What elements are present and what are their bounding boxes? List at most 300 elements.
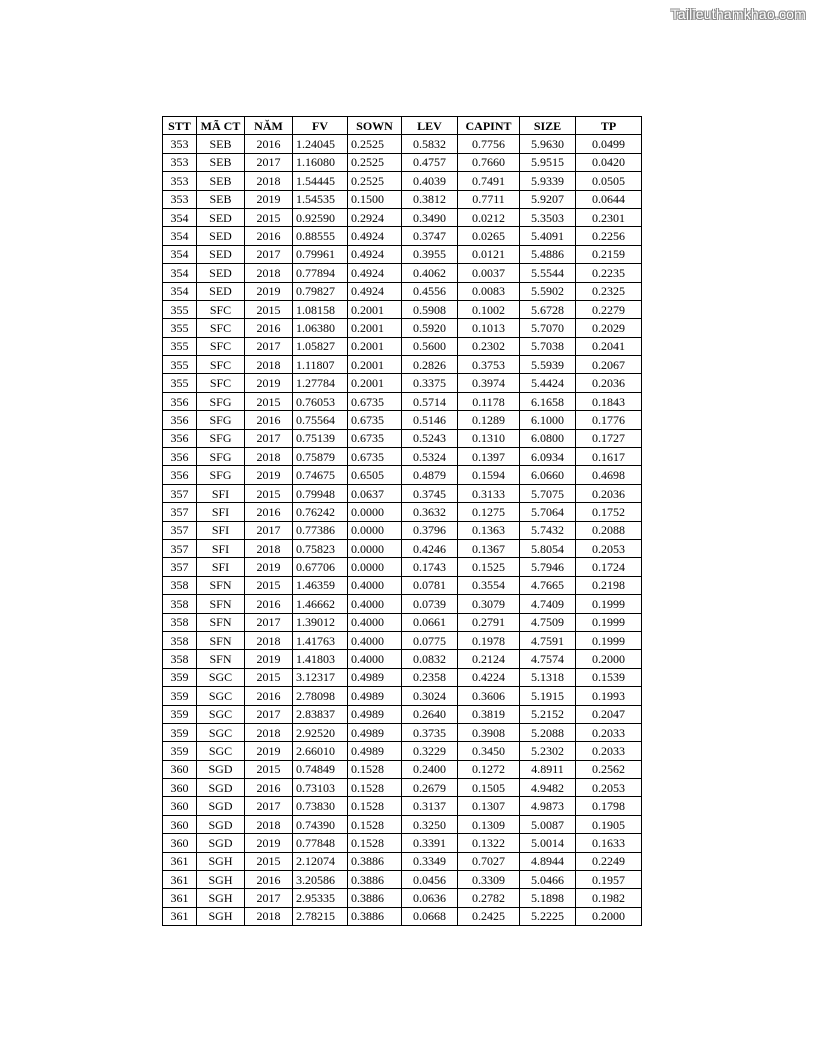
cell-fv: 0.77848 xyxy=(293,834,348,852)
cell-tp: 0.2047 xyxy=(576,705,642,723)
cell-capint: 0.2782 xyxy=(458,889,520,907)
cell-size: 5.6728 xyxy=(520,300,576,318)
table-row xyxy=(163,392,642,410)
cell-ma-ct: SFC xyxy=(197,319,245,337)
cell-sown: 0.1528 xyxy=(348,834,402,852)
cell-capint: 0.1322 xyxy=(458,834,520,852)
cell-sown: 0.2001 xyxy=(348,356,402,374)
table-row xyxy=(163,889,642,907)
cell-lev: 0.5324 xyxy=(402,448,458,466)
cell-capint: 0.7027 xyxy=(458,852,520,870)
cell-ma-ct: SFC xyxy=(197,356,245,374)
cell-ma-ct: SGC xyxy=(197,742,245,760)
cell-sown: 0.2924 xyxy=(348,208,402,226)
cell-sown: 0.4924 xyxy=(348,245,402,263)
cell-fv: 1.16080 xyxy=(293,153,348,171)
cell-size: 5.9207 xyxy=(520,190,576,208)
cell-size: 5.2302 xyxy=(520,742,576,760)
cell-ma-ct: SFG xyxy=(197,448,245,466)
cell-size: 5.0087 xyxy=(520,815,576,833)
cell-fv: 2.78098 xyxy=(293,687,348,705)
cell-tp: 0.1999 xyxy=(576,613,642,631)
column-header-lev: LEV xyxy=(402,117,458,135)
cell-size: 5.2088 xyxy=(520,723,576,741)
cell-capint: 0.1310 xyxy=(458,429,520,447)
cell-nam: 2017 xyxy=(245,153,293,171)
cell-nam: 2017 xyxy=(245,889,293,907)
table-row xyxy=(163,687,642,705)
cell-capint: 0.1309 xyxy=(458,815,520,833)
cell-stt: 357 xyxy=(163,484,197,502)
cell-fv: 2.83837 xyxy=(293,705,348,723)
cell-capint: 0.2302 xyxy=(458,337,520,355)
cell-sown: 0.3886 xyxy=(348,907,402,925)
cell-capint: 0.7491 xyxy=(458,172,520,190)
table-row xyxy=(163,374,642,392)
cell-lev: 0.3747 xyxy=(402,227,458,245)
cell-lev: 0.4039 xyxy=(402,172,458,190)
cell-lev: 0.3229 xyxy=(402,742,458,760)
cell-size: 5.7064 xyxy=(520,503,576,521)
cell-lev: 0.0781 xyxy=(402,576,458,594)
table-row xyxy=(163,245,642,263)
cell-fv: 2.95335 xyxy=(293,889,348,907)
table-row xyxy=(163,576,642,594)
cell-nam: 2018 xyxy=(245,815,293,833)
cell-tp: 0.1798 xyxy=(576,797,642,815)
cell-stt: 357 xyxy=(163,539,197,557)
cell-lev: 0.5832 xyxy=(402,135,458,153)
cell-nam: 2016 xyxy=(245,135,293,153)
cell-nam: 2017 xyxy=(245,705,293,723)
table-row xyxy=(163,135,642,153)
cell-ma-ct: SGH xyxy=(197,852,245,870)
cell-size: 5.7946 xyxy=(520,558,576,576)
table-row xyxy=(163,815,642,833)
cell-tp: 0.1843 xyxy=(576,392,642,410)
cell-nam: 2019 xyxy=(245,190,293,208)
cell-nam: 2018 xyxy=(245,264,293,282)
cell-stt: 356 xyxy=(163,429,197,447)
cell-sown: 0.0000 xyxy=(348,558,402,576)
cell-lev: 0.0739 xyxy=(402,595,458,613)
cell-sown: 0.4989 xyxy=(348,668,402,686)
cell-tp: 0.2036 xyxy=(576,484,642,502)
cell-size: 5.4091 xyxy=(520,227,576,245)
cell-nam: 2016 xyxy=(245,227,293,245)
cell-tp: 0.2562 xyxy=(576,760,642,778)
cell-nam: 2019 xyxy=(245,558,293,576)
column-header-fv: FV xyxy=(293,117,348,135)
table-row xyxy=(163,595,642,613)
cell-size: 5.0014 xyxy=(520,834,576,852)
cell-stt: 358 xyxy=(163,650,197,668)
cell-fv: 1.39012 xyxy=(293,613,348,631)
cell-tp: 0.1776 xyxy=(576,411,642,429)
cell-sown: 0.3886 xyxy=(348,852,402,870)
cell-capint: 0.1594 xyxy=(458,466,520,484)
cell-stt: 354 xyxy=(163,208,197,226)
table-row xyxy=(163,779,642,797)
cell-ma-ct: SED xyxy=(197,208,245,226)
cell-size: 6.0934 xyxy=(520,448,576,466)
cell-sown: 0.4989 xyxy=(348,687,402,705)
cell-tp: 0.1752 xyxy=(576,503,642,521)
cell-capint: 0.1275 xyxy=(458,503,520,521)
cell-nam: 2018 xyxy=(245,631,293,649)
cell-capint: 0.1525 xyxy=(458,558,520,576)
cell-tp: 0.1617 xyxy=(576,448,642,466)
cell-tp: 0.0644 xyxy=(576,190,642,208)
cell-size: 4.8911 xyxy=(520,760,576,778)
cell-stt: 355 xyxy=(163,374,197,392)
cell-lev: 0.0832 xyxy=(402,650,458,668)
cell-nam: 2019 xyxy=(245,466,293,484)
cell-capint: 0.3450 xyxy=(458,742,520,760)
table-row xyxy=(163,503,642,521)
table-row xyxy=(163,411,642,429)
cell-lev: 0.4246 xyxy=(402,539,458,557)
cell-tp: 0.2033 xyxy=(576,723,642,741)
cell-tp: 0.2159 xyxy=(576,245,642,263)
cell-fv: 3.12317 xyxy=(293,668,348,686)
cell-sown: 0.4924 xyxy=(348,282,402,300)
cell-ma-ct: SGD xyxy=(197,797,245,815)
cell-lev: 0.3024 xyxy=(402,687,458,705)
cell-stt: 361 xyxy=(163,889,197,907)
cell-stt: 357 xyxy=(163,558,197,576)
cell-capint: 0.1307 xyxy=(458,797,520,815)
cell-stt: 360 xyxy=(163,760,197,778)
cell-stt: 353 xyxy=(163,172,197,190)
cell-fv: 0.79961 xyxy=(293,245,348,263)
cell-size: 4.7509 xyxy=(520,613,576,631)
cell-capint: 0.1272 xyxy=(458,760,520,778)
cell-capint: 0.1363 xyxy=(458,521,520,539)
cell-stt: 359 xyxy=(163,705,197,723)
table-row xyxy=(163,558,642,576)
cell-nam: 2016 xyxy=(245,687,293,705)
cell-capint: 0.0265 xyxy=(458,227,520,245)
cell-ma-ct: SFI xyxy=(197,521,245,539)
cell-nam: 2017 xyxy=(245,797,293,815)
cell-nam: 2017 xyxy=(245,521,293,539)
cell-capint: 0.2425 xyxy=(458,907,520,925)
cell-size: 5.1898 xyxy=(520,889,576,907)
cell-size: 5.9515 xyxy=(520,153,576,171)
cell-ma-ct: SGC xyxy=(197,668,245,686)
cell-ma-ct: SFN xyxy=(197,631,245,649)
cell-ma-ct: SFI xyxy=(197,503,245,521)
cell-size: 6.1658 xyxy=(520,392,576,410)
cell-lev: 0.3490 xyxy=(402,208,458,226)
table-row xyxy=(163,227,642,245)
cell-nam: 2018 xyxy=(245,448,293,466)
cell-sown: 0.2525 xyxy=(348,172,402,190)
cell-tp: 0.2301 xyxy=(576,208,642,226)
cell-capint: 0.0212 xyxy=(458,208,520,226)
cell-capint: 0.1978 xyxy=(458,631,520,649)
cell-size: 5.1915 xyxy=(520,687,576,705)
cell-capint: 0.7660 xyxy=(458,153,520,171)
cell-tp: 0.1999 xyxy=(576,595,642,613)
cell-lev: 0.3375 xyxy=(402,374,458,392)
cell-lev: 0.3391 xyxy=(402,834,458,852)
cell-capint: 0.7756 xyxy=(458,135,520,153)
cell-tp: 0.0505 xyxy=(576,172,642,190)
cell-lev: 0.0661 xyxy=(402,613,458,631)
cell-capint: 0.4224 xyxy=(458,668,520,686)
table-row xyxy=(163,852,642,870)
cell-tp: 0.1999 xyxy=(576,631,642,649)
cell-lev: 0.3250 xyxy=(402,815,458,833)
cell-ma-ct: SEB xyxy=(197,190,245,208)
cell-nam: 2016 xyxy=(245,595,293,613)
table-row xyxy=(163,319,642,337)
cell-stt: 361 xyxy=(163,871,197,889)
cell-ma-ct: SEB xyxy=(197,135,245,153)
cell-sown: 0.4989 xyxy=(348,742,402,760)
cell-tp: 0.0420 xyxy=(576,153,642,171)
cell-nam: 2015 xyxy=(245,484,293,502)
cell-stt: 358 xyxy=(163,613,197,631)
cell-tp: 0.2029 xyxy=(576,319,642,337)
cell-ma-ct: SED xyxy=(197,264,245,282)
cell-tp: 0.2067 xyxy=(576,356,642,374)
column-header-sown: SOWN xyxy=(348,117,402,135)
cell-stt: 354 xyxy=(163,245,197,263)
cell-ma-ct: SED xyxy=(197,282,245,300)
cell-ma-ct: SFC xyxy=(197,300,245,318)
cell-sown: 0.4989 xyxy=(348,723,402,741)
cell-size: 5.7075 xyxy=(520,484,576,502)
cell-tp: 0.2198 xyxy=(576,576,642,594)
cell-ma-ct: SFI xyxy=(197,484,245,502)
cell-fv: 0.76053 xyxy=(293,392,348,410)
cell-stt: 359 xyxy=(163,723,197,741)
cell-sown: 0.2001 xyxy=(348,337,402,355)
cell-sown: 0.1528 xyxy=(348,815,402,833)
cell-tp: 0.2053 xyxy=(576,779,642,797)
cell-stt: 353 xyxy=(163,135,197,153)
cell-size: 4.7665 xyxy=(520,576,576,594)
cell-ma-ct: SFG xyxy=(197,411,245,429)
cell-capint: 0.3974 xyxy=(458,374,520,392)
cell-nam: 2019 xyxy=(245,282,293,300)
cell-nam: 2015 xyxy=(245,392,293,410)
cell-tp: 0.1905 xyxy=(576,815,642,833)
cell-capint: 0.2791 xyxy=(458,613,520,631)
cell-capint: 0.3606 xyxy=(458,687,520,705)
cell-nam: 2016 xyxy=(245,411,293,429)
cell-lev: 0.5908 xyxy=(402,300,458,318)
cell-lev: 0.5600 xyxy=(402,337,458,355)
cell-nam: 2019 xyxy=(245,650,293,668)
cell-stt: 359 xyxy=(163,668,197,686)
cell-stt: 356 xyxy=(163,466,197,484)
cell-nam: 2017 xyxy=(245,245,293,263)
cell-capint: 0.3079 xyxy=(458,595,520,613)
table-row xyxy=(163,742,642,760)
cell-stt: 354 xyxy=(163,282,197,300)
cell-capint: 0.3554 xyxy=(458,576,520,594)
cell-fv: 0.74849 xyxy=(293,760,348,778)
cell-lev: 0.2679 xyxy=(402,779,458,797)
cell-ma-ct: SFC xyxy=(197,337,245,355)
cell-lev: 0.1743 xyxy=(402,558,458,576)
cell-tp: 0.1982 xyxy=(576,889,642,907)
cell-fv: 1.08158 xyxy=(293,300,348,318)
cell-lev: 0.3735 xyxy=(402,723,458,741)
cell-sown: 0.2525 xyxy=(348,153,402,171)
cell-capint: 0.3309 xyxy=(458,871,520,889)
cell-ma-ct: SGH xyxy=(197,889,245,907)
cell-size: 5.4886 xyxy=(520,245,576,263)
cell-size: 4.7574 xyxy=(520,650,576,668)
cell-fv: 0.75823 xyxy=(293,539,348,557)
cell-sown: 0.0000 xyxy=(348,521,402,539)
cell-ma-ct: SFI xyxy=(197,558,245,576)
cell-ma-ct: SGC xyxy=(197,723,245,741)
cell-lev: 0.3796 xyxy=(402,521,458,539)
cell-size: 4.7591 xyxy=(520,631,576,649)
cell-sown: 0.6735 xyxy=(348,392,402,410)
table-row xyxy=(163,907,642,925)
cell-ma-ct: SFG xyxy=(197,392,245,410)
cell-lev: 0.2640 xyxy=(402,705,458,723)
cell-fv: 1.06380 xyxy=(293,319,348,337)
table-row xyxy=(163,208,642,226)
cell-size: 5.8054 xyxy=(520,539,576,557)
cell-nam: 2019 xyxy=(245,742,293,760)
cell-size: 6.0660 xyxy=(520,466,576,484)
cell-ma-ct: SFG xyxy=(197,466,245,484)
cell-nam: 2015 xyxy=(245,208,293,226)
cell-stt: 355 xyxy=(163,337,197,355)
cell-nam: 2018 xyxy=(245,907,293,925)
cell-fv: 1.41763 xyxy=(293,631,348,649)
cell-ma-ct: SED xyxy=(197,245,245,263)
cell-nam: 2019 xyxy=(245,374,293,392)
cell-capint: 0.3819 xyxy=(458,705,520,723)
cell-sown: 0.4000 xyxy=(348,650,402,668)
table-row xyxy=(163,356,642,374)
cell-lev: 0.0456 xyxy=(402,871,458,889)
cell-fv: 1.46662 xyxy=(293,595,348,613)
cell-stt: 357 xyxy=(163,503,197,521)
cell-fv: 0.73830 xyxy=(293,797,348,815)
cell-sown: 0.2001 xyxy=(348,300,402,318)
cell-sown: 0.4989 xyxy=(348,705,402,723)
cell-tp: 0.2000 xyxy=(576,907,642,925)
cell-lev: 0.4062 xyxy=(402,264,458,282)
cell-fv: 1.11807 xyxy=(293,356,348,374)
cell-stt: 360 xyxy=(163,779,197,797)
table-row xyxy=(163,282,642,300)
cell-sown: 0.1528 xyxy=(348,797,402,815)
table-row xyxy=(163,264,642,282)
cell-size: 5.0466 xyxy=(520,871,576,889)
cell-fv: 1.41803 xyxy=(293,650,348,668)
cell-fv: 0.77894 xyxy=(293,264,348,282)
cell-lev: 0.4879 xyxy=(402,466,458,484)
cell-fv: 2.78215 xyxy=(293,907,348,925)
table-row xyxy=(163,797,642,815)
data-table xyxy=(162,116,642,926)
cell-sown: 0.4924 xyxy=(348,264,402,282)
table-row xyxy=(163,705,642,723)
cell-size: 6.0800 xyxy=(520,429,576,447)
cell-nam: 2017 xyxy=(245,613,293,631)
cell-fv: 2.66010 xyxy=(293,742,348,760)
cell-ma-ct: SFN xyxy=(197,613,245,631)
cell-nam: 2016 xyxy=(245,503,293,521)
cell-fv: 0.77386 xyxy=(293,521,348,539)
cell-nam: 2018 xyxy=(245,172,293,190)
cell-capint: 0.1178 xyxy=(458,392,520,410)
table-row xyxy=(163,723,642,741)
cell-capint: 0.0083 xyxy=(458,282,520,300)
cell-capint: 0.1013 xyxy=(458,319,520,337)
cell-ma-ct: SEB xyxy=(197,172,245,190)
cell-tp: 0.2235 xyxy=(576,264,642,282)
cell-ma-ct: SFI xyxy=(197,539,245,557)
cell-fv: 2.92520 xyxy=(293,723,348,741)
table-row xyxy=(163,760,642,778)
table-header-row xyxy=(163,117,642,135)
cell-capint: 0.1397 xyxy=(458,448,520,466)
cell-ma-ct: SGD xyxy=(197,815,245,833)
cell-size: 5.4424 xyxy=(520,374,576,392)
cell-sown: 0.2001 xyxy=(348,319,402,337)
cell-lev: 0.2400 xyxy=(402,760,458,778)
cell-size: 4.7409 xyxy=(520,595,576,613)
cell-capint: 0.1505 xyxy=(458,779,520,797)
cell-size: 5.5939 xyxy=(520,356,576,374)
cell-tp: 0.2000 xyxy=(576,650,642,668)
cell-sown: 0.6735 xyxy=(348,411,402,429)
cell-sown: 0.0637 xyxy=(348,484,402,502)
table-row xyxy=(163,521,642,539)
table-row xyxy=(163,613,642,631)
cell-fv: 1.24045 xyxy=(293,135,348,153)
column-header-capint: CAPINT xyxy=(458,117,520,135)
cell-tp: 0.2033 xyxy=(576,742,642,760)
cell-tp: 0.2256 xyxy=(576,227,642,245)
column-header-size: SIZE xyxy=(520,117,576,135)
cell-fv: 1.27784 xyxy=(293,374,348,392)
cell-sown: 0.4000 xyxy=(348,613,402,631)
cell-sown: 0.3886 xyxy=(348,889,402,907)
cell-stt: 361 xyxy=(163,852,197,870)
cell-fv: 0.79948 xyxy=(293,484,348,502)
cell-nam: 2019 xyxy=(245,834,293,852)
cell-fv: 0.75139 xyxy=(293,429,348,447)
cell-lev: 0.5146 xyxy=(402,411,458,429)
cell-sown: 0.6505 xyxy=(348,466,402,484)
cell-nam: 2016 xyxy=(245,779,293,797)
cell-nam: 2016 xyxy=(245,319,293,337)
cell-lev: 0.5714 xyxy=(402,392,458,410)
cell-size: 6.1000 xyxy=(520,411,576,429)
cell-tp: 0.2279 xyxy=(576,300,642,318)
cell-stt: 355 xyxy=(163,300,197,318)
cell-ma-ct: SGD xyxy=(197,834,245,852)
cell-fv: 2.12074 xyxy=(293,852,348,870)
cell-stt: 360 xyxy=(163,815,197,833)
cell-stt: 356 xyxy=(163,448,197,466)
cell-fv: 1.54445 xyxy=(293,172,348,190)
